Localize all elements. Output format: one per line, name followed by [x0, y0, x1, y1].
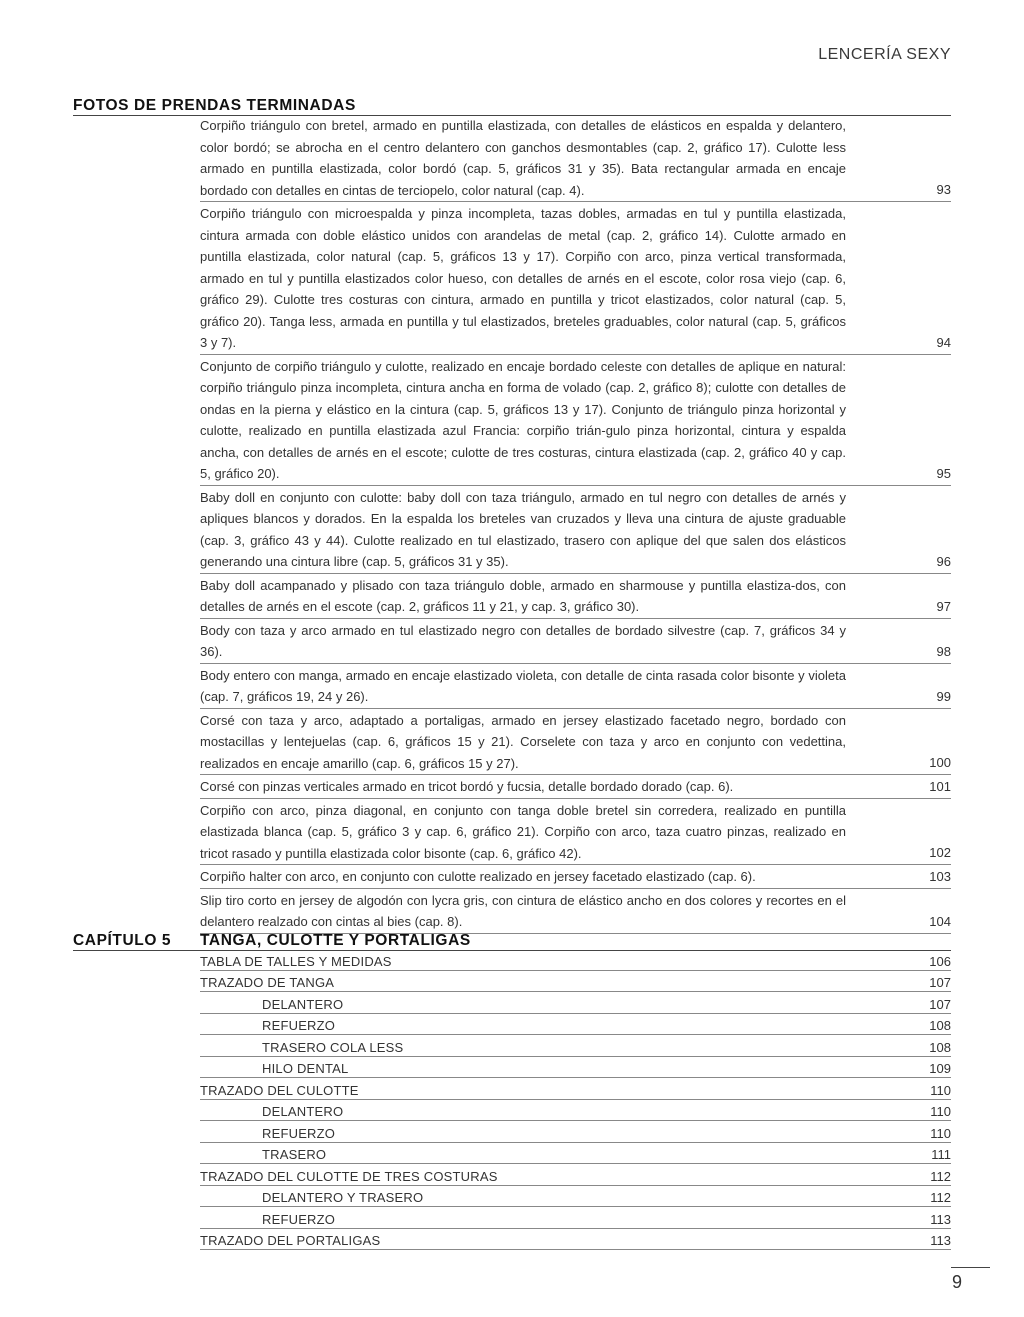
toc-subitem	[200, 1121, 951, 1143]
toc-item-page: 108	[929, 1018, 951, 1033]
photo-entry-page: 94	[936, 334, 951, 350]
toc-item-label: TRASERO	[262, 1147, 327, 1162]
toc-item-page: 113	[930, 1233, 951, 1248]
chapter-heading	[73, 930, 951, 951]
toc-subitem	[200, 1143, 951, 1165]
toc-item-page: 112	[930, 1168, 951, 1184]
toc-item-page: 109	[929, 1061, 951, 1076]
chapter-label: CAPÍTULO 5	[73, 932, 172, 949]
photo-entry-description: Corpiño triángulo con bretel, armado en puntilla elastizada, con detalles de elásticos en espalda y delantero, color bordó; se abrocha en el centro delantero con ganchos desmontables (cap. 2, gráfico 17). Culotte less armado en puntilla elastizada, color bordó (cap. 5, gráficos 31 y 35). Bata rectangular armada en encaje bordado con detalles en cintas de terciopelo, color natural (cap. 4).	[200, 118, 846, 198]
toc-subitem	[200, 1186, 951, 1208]
toc-item-label: DELANTERO	[262, 1104, 344, 1119]
toc-item-page: 112	[930, 1190, 951, 1205]
toc-item-label: DELANTERO	[262, 996, 344, 1012]
toc-item-page: 107	[929, 975, 951, 990]
toc-item	[200, 949, 951, 971]
photo-entry-page: 97	[936, 598, 951, 614]
toc-subitem	[200, 1014, 951, 1036]
toc-item	[200, 1229, 951, 1251]
photo-entry	[200, 664, 951, 709]
photo-entry-page: 103	[929, 868, 951, 884]
photo-entry-page: 101	[929, 778, 951, 794]
photo-entry-page: 100	[929, 755, 951, 770]
toc-item-page: 108	[929, 1039, 951, 1055]
photo-entry-page: 104	[929, 913, 951, 929]
toc-item-label: TRAZADO DEL CULOTTE	[200, 1082, 359, 1098]
photo-entry-page: 102	[929, 845, 951, 860]
toc-item-label: TRAZADO DEL PORTALIGAS	[200, 1233, 381, 1248]
running-header: LENCERÍA SEXY	[818, 46, 951, 63]
toc-item-label: TRAZADO DE TANGA	[200, 975, 335, 990]
toc-item-page: 113	[930, 1211, 951, 1227]
toc-item	[200, 1164, 951, 1186]
toc-item-page: 110	[930, 1104, 951, 1119]
toc-item-label: TRASERO COLA LESS	[262, 1039, 404, 1055]
chapter-toc-list	[200, 949, 951, 1250]
photos-section-title: FOTOS DE PRENDAS TERMINADAS	[73, 97, 356, 114]
photo-entry	[200, 709, 951, 776]
photo-entry	[200, 114, 951, 202]
photo-entry	[200, 202, 951, 355]
photo-entry	[200, 486, 951, 574]
toc-subitem	[200, 992, 951, 1014]
photo-entry-description: Slip tiro corto en jersey de algodón con lycra gris, con cintura de elástico ancho en dos colores y recortes en el delantero realzado con cintas al bies (cap. 8).	[200, 892, 846, 929]
photo-entry-description: Corpiño con arco, pinza diagonal, en conjunto con tanga doble bretel sin corredera, realizado en puntilla elastizada blanca (cap. 5, gráfico 3 y cap. 6, gráfico 21). Corpiño con arco, taza cuatro pinzas, realizado en tricot rasado y puntilla elastizada color bisonte (cap. 6, gráfico 42).	[200, 802, 846, 861]
photo-entry-description: Body con taza y arco armado en tul elastizado negro con detalles de bordado silvestre (cap. 7, gráficos 34 y 36).	[200, 622, 846, 659]
photo-entry-description: Corpiño triángulo con microespalda y pinza incompleta, tazas dobles, armadas en tul y puntilla elastizada, cintura armada con doble elástico unidos con arandelas de metal (cap. 2, gráfico 14). Culotte armado en puntilla elastizada, color natural (cap. 5, gráficos 13 y 17). Corpiño con arco, pinza vertical transformada, armado en tul y puntilla elastizados color hueso, con detalles de arnés en el escote, color rosa viejo (cap. 6, gráfico 29). Culotte tres costuras con cintura, armado en puntilla y tricot elastizados, color natural (cap. 5, gráfico 20). Tanga less, armada en puntilla y tul elastizados, breteles graduables, color natural (cap. 5, gráficos 3 y 7).	[200, 206, 846, 350]
photo-entry	[200, 799, 951, 866]
photo-entry-description: Corsé con taza y arco, adaptado a portaligas, armado en jersey elastizado facetado negro, bordado con mostacillas y lentejuelas (cap. 6, gráficos 15 y 21). Corselete con taza y arco en conjunto con vedettina, realizados en encaje amarillo (cap. 6, gráficos 15 y 27).	[200, 712, 846, 771]
toc-item-label: DELANTERO Y TRASERO	[262, 1190, 424, 1205]
folio-rule	[951, 1267, 990, 1268]
toc-subitem	[200, 1207, 951, 1229]
photo-entry-description: Corpiño halter con arco, en conjunto con culotte realizado en jersey facetado elastizado (cap. 6).	[200, 869, 756, 884]
photo-entry	[200, 775, 951, 799]
toc-subitem	[200, 1100, 951, 1122]
photos-section-heading	[73, 95, 951, 116]
toc-item-page: 111	[931, 1147, 951, 1162]
toc-item-page: 106	[929, 953, 951, 969]
photo-entry	[200, 865, 951, 889]
toc-item-page: 110	[930, 1125, 951, 1141]
toc-subitem	[200, 1035, 951, 1057]
toc-item-label: HILO DENTAL	[262, 1061, 349, 1076]
toc-item-page: 110	[930, 1082, 951, 1098]
photo-entry-page: 93	[936, 182, 951, 197]
toc-item-label: TABLA DE TALLES Y MEDIDAS	[200, 953, 392, 969]
photo-entry	[200, 619, 951, 664]
page-number: 9	[951, 1272, 962, 1292]
toc-item-label: REFUERZO	[262, 1018, 336, 1033]
toc-item-label: TRAZADO DEL CULOTTE DE TRES COSTURAS	[200, 1168, 498, 1184]
toc-item-label: REFUERZO	[262, 1125, 336, 1141]
photo-entry-description: Baby doll en conjunto con culotte: baby doll con taza triángulo, armado en tul negro con detalles de arnés y apliques blancos y dorados. En la espalda los breteles van cruzados y lleva una cintura de ajuste graduable (cap. 3, gráfico 43 y 44). Culotte realizado en tul elastizado, trasero con aplique del que salen dos elásticos generando una cintura libre (cap. 5, gráficos 31 y 35).	[200, 489, 846, 569]
photo-entry-page: 99	[936, 688, 951, 704]
chapter-title: TANGA, CULOTTE Y PORTALIGAS	[200, 932, 471, 949]
photo-entry	[200, 355, 951, 486]
photo-entry-page: 96	[936, 553, 951, 569]
photo-entry	[200, 574, 951, 619]
photo-entry-page: 95	[936, 465, 951, 481]
photo-entry-description: Baby doll acampanado y plisado con taza triángulo doble, armado en sharmouse y puntilla elastiza-dos, con detalles de arnés en el escote (cap. 2, gráficos 11 y 21, y cap. 3, gráfico 30).	[200, 577, 846, 614]
photo-entry-description: Corsé con pinzas verticales armado en tricot bordó y fucsia, detalle bordado dorado (cap. 6).	[200, 779, 734, 794]
toc-item	[200, 971, 951, 993]
photo-entry	[200, 889, 951, 934]
toc-item	[200, 1078, 951, 1100]
photo-entry-page: 98	[936, 643, 951, 659]
toc-item-label: REFUERZO	[262, 1211, 336, 1227]
toc-subitem	[200, 1057, 951, 1079]
photo-entry-description: Conjunto de corpiño triángulo y culotte, realizado en encaje bordado celeste con detalles de aplique en natural: corpiño triángulo pinza incompleta, cintura ancha en forma de volado (cap. 2, gráfico 8); culotte con detalles de ondas en la pierna y elástico en la cintura (cap. 5, gráficos 13 y 17). Conjunto de triángulo pinza horizontal y culotte, realizado en puntilla elastizada azul Francia: corpiño trián-gulo pinza horizontal, cintura y espalda ancha, con detalles de arnés en el escote; culotte de tres costuras, cintura elastizada (cap. 2, gráfico 40 y cap. 5, gráfico 20).	[200, 358, 846, 481]
photos-entry-list	[200, 114, 951, 934]
photo-entry-description: Body entero con manga, armado en encaje elastizado violeta, con detalle de cinta rasada color bisonte y violeta (cap. 7, gráficos 19, 24 y 26).	[200, 667, 846, 704]
toc-item-page: 107	[929, 996, 951, 1012]
